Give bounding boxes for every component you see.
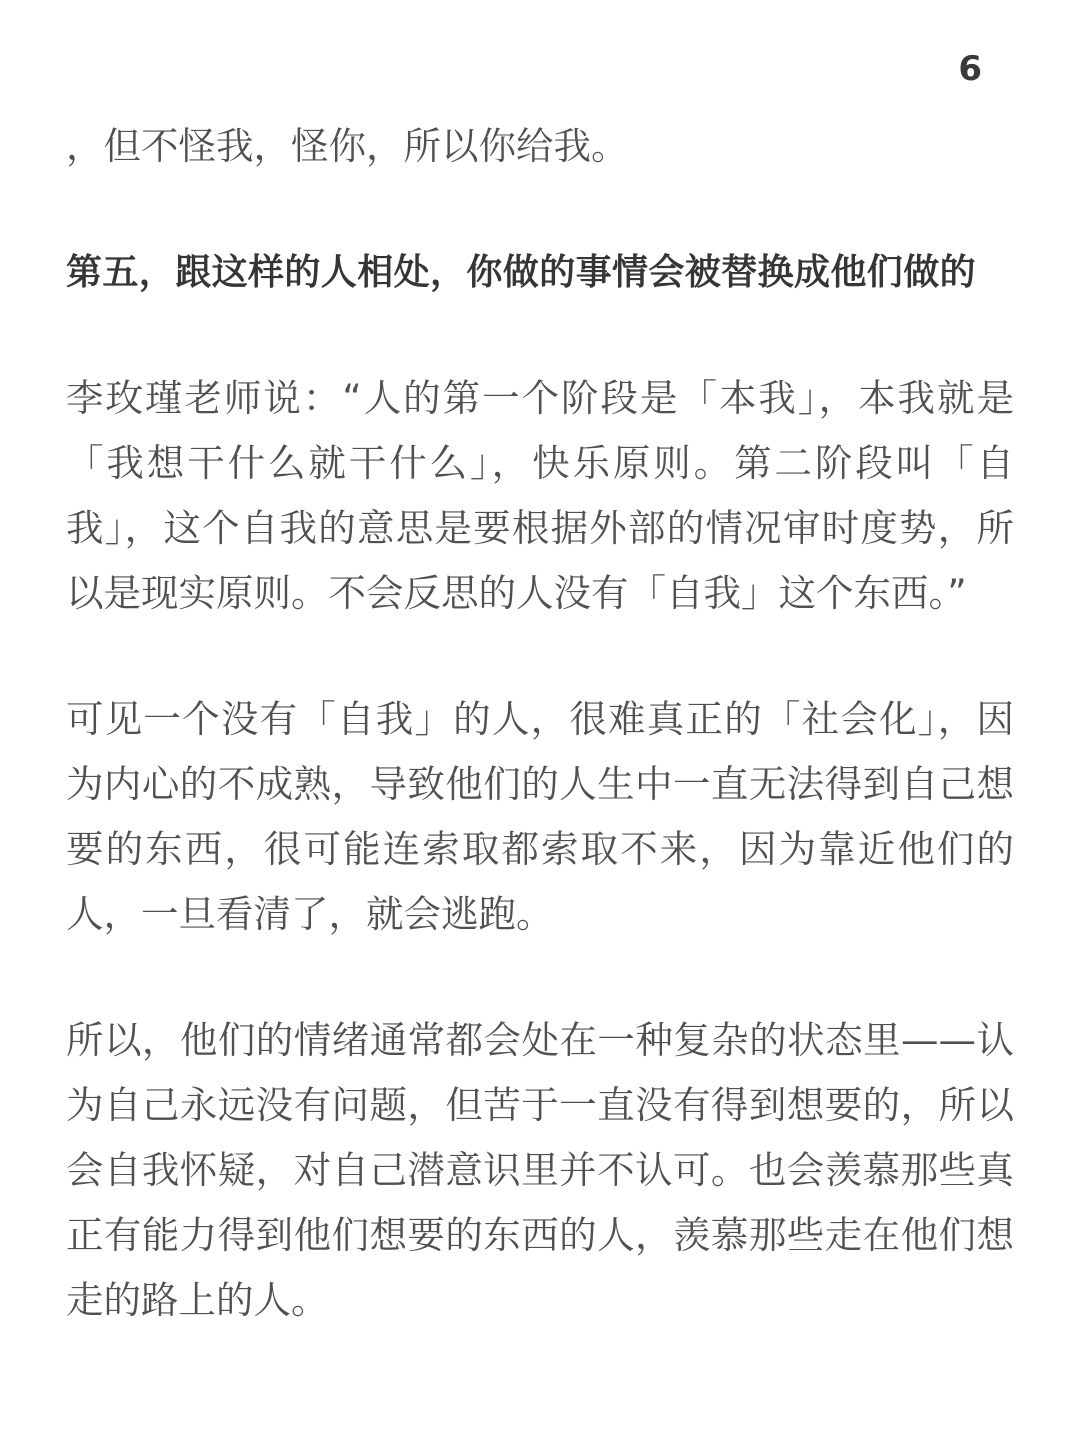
paragraph-1: ，但不怪我，怪你，所以你给我。 [66, 124, 629, 168]
article-body [66, 114, 1014, 1333]
section-heading: 第五，跟这样的人相处，你做的事情会被替换成他们做的 [66, 252, 977, 293]
paragraph-4: 所以，他们的情绪通常都会处在一种复杂的状态里——认为自己永远没有问题，但苦于一直没有得到想要的，所以会自我怀疑，对自己潜意识里并不认可。也会羡慕那些真正有能力得到他们想要的东西的人，羡慕那些走在他们想走的路上的人。 [66, 1018, 1014, 1322]
paragraph-quote: 李玫瑾老师说：“人的第一个阶段是「本我」，本我就是「我想干什么就干什么」，快乐原则。第二阶段叫「自我」，这个自我的意思是要根据外部的情况审时度势，所以是现实原则。不会反思的人没有「自我」这个东西。” [66, 376, 1014, 615]
paragraph-3: 可见一个没有「自我」的人，很难真正的「社会化」，因为内心的不成熟，导致他们的人生中一直无法得到自己想要的东西，很可能连索取都索取不来，因为靠近他们的人，一旦看清了，就会逃跑。 [66, 697, 1014, 936]
page-number: 6 [958, 49, 982, 89]
